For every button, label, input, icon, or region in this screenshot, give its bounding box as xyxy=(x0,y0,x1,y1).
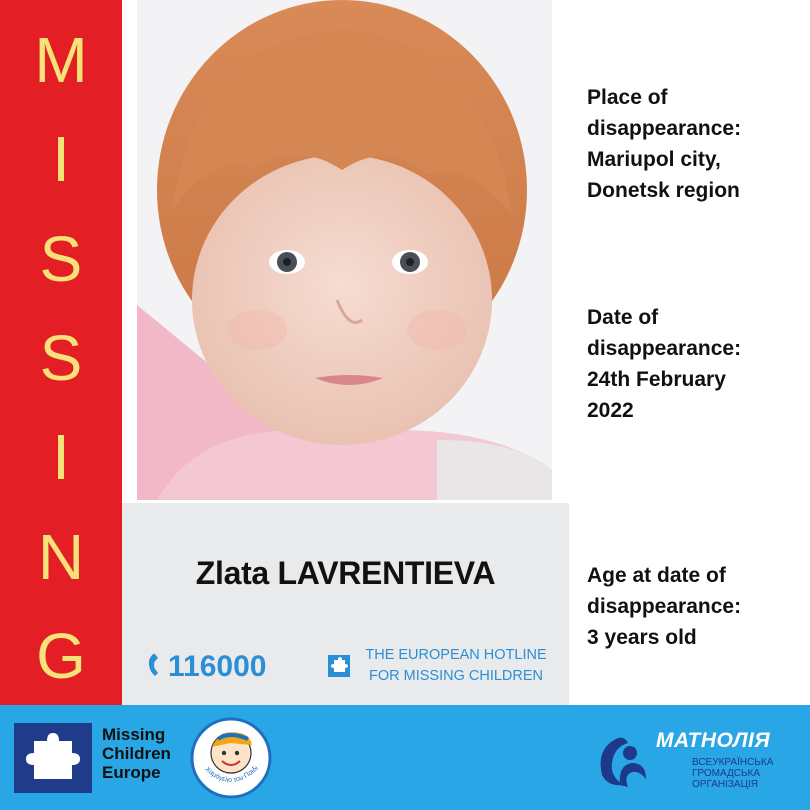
hotline-caption-line1: THE EUROPEAN HOTLINE xyxy=(365,647,547,663)
info-line: 3 years old xyxy=(587,626,697,649)
missing-letter: I xyxy=(52,123,70,196)
matholia-logo xyxy=(594,727,794,795)
info-line: 24th February xyxy=(587,368,726,391)
smile-of-the-child-logo xyxy=(190,717,272,799)
info-line: disappearance: xyxy=(587,595,742,618)
info-line: Donetsk region xyxy=(587,179,740,202)
child-photo xyxy=(137,0,552,500)
missing-letter: I xyxy=(52,421,70,494)
missing-title xyxy=(0,24,122,692)
date-of-disappearance xyxy=(587,302,802,426)
age-at-disappearance xyxy=(587,560,802,653)
missing-letter: G xyxy=(36,619,86,692)
missing-children-europe-logo xyxy=(14,723,92,793)
missing-children-europe-text xyxy=(102,725,171,782)
matholia-subtitle xyxy=(692,757,802,790)
info-line: 2022 xyxy=(587,399,634,422)
smile-caption: Χαμόγελο του Παιδι xyxy=(203,764,260,785)
missing-letter: S xyxy=(39,321,83,394)
place-of-disappearance xyxy=(587,82,802,206)
footer-bar xyxy=(0,705,810,810)
matholia-sub-line: ОРГАНІЗАЦІЯ xyxy=(692,779,758,790)
hotline-caption-line2: FOR MISSING CHILDREN xyxy=(368,668,543,684)
matholia-sub-line: ВСЕУКРАЇНСЬКА xyxy=(692,757,774,768)
missing-letter: N xyxy=(37,520,85,593)
child-name: Zlata LAVRENTIEVA xyxy=(195,555,496,591)
info-line: Mariupol city, xyxy=(587,148,721,171)
mce-line: Children xyxy=(102,744,171,763)
info-line: Date of xyxy=(587,306,659,329)
name-panel xyxy=(122,503,569,705)
hotline-block xyxy=(146,641,566,693)
info-line: Place of xyxy=(587,86,668,109)
missing-letter: S xyxy=(39,222,83,295)
matholia-name: МАТНОЛІЯ xyxy=(656,729,771,752)
mce-line: Missing xyxy=(102,725,166,744)
matholia-emblem xyxy=(594,729,658,793)
matholia-sub-line: ГРОМАДСЬКА xyxy=(692,768,761,779)
info-line: disappearance: xyxy=(587,117,742,140)
mce-line: Europe xyxy=(102,763,161,782)
phone-icon xyxy=(146,651,168,679)
hotline-number[interactable]: 116000 xyxy=(168,650,267,683)
info-line: disappearance: xyxy=(587,337,742,360)
missing-letter: M xyxy=(34,24,88,96)
info-line: Age at date of xyxy=(587,564,726,587)
hotline-caption xyxy=(346,645,566,687)
